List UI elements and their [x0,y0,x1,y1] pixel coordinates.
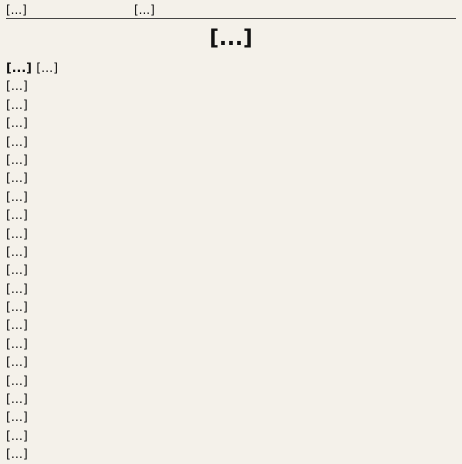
body-line-text: [...] [36,60,59,75]
body-line-text: [...] [6,78,28,94]
body-line-text: [...] [6,446,28,462]
article-headline: [...] [209,26,253,50]
continuation-label: [...] [6,60,37,75]
body-line [6,114,456,132]
body-line [6,427,456,445]
body-line [6,225,456,243]
body-line [6,188,456,206]
body-line-text: [...] [6,151,28,167]
body-line-text: [...] [6,354,28,370]
body-line-text: [...] [6,207,28,223]
body-line [6,169,456,187]
body-line-text: [...] [6,335,28,351]
body-line [6,206,456,224]
body-line [6,408,456,426]
body-line [6,133,456,151]
body-line [6,243,456,261]
body-line [6,280,456,298]
body-line-text: [...] [6,225,28,241]
body-line [6,390,456,408]
body-line [6,96,456,114]
body-line [6,151,456,169]
body-line [6,59,456,77]
body-line-text: [...] [6,299,28,315]
body-line [6,372,456,390]
body-line-text: [...] [6,243,28,259]
body-line [6,353,456,371]
body-line [6,77,456,95]
article-body [6,59,456,464]
body-line-text: [...] [6,317,28,333]
body-line-text: [...] [6,115,28,131]
previous-article-fragment [6,2,456,18]
divider [6,18,456,19]
fragment-right-text: [...] [134,3,155,17]
fragment-left-text: [...] [6,3,27,17]
body-line-text: [...] [6,96,28,112]
body-line-text: [...] [6,188,28,204]
body-line-text: [...] [6,280,28,296]
body-line-text: [...] [6,372,28,388]
body-line-text: [...] [6,170,28,186]
body-line-text: [...] [6,391,28,407]
body-line-text: [...] [6,409,28,425]
body-line-text: [...] [6,262,28,278]
body-line [6,261,456,279]
body-line-text: [...] [6,427,28,443]
body-line [6,335,456,353]
body-line-text: [...] [6,133,28,149]
body-line [6,298,456,316]
body-line [6,445,456,463]
body-line [6,316,456,334]
